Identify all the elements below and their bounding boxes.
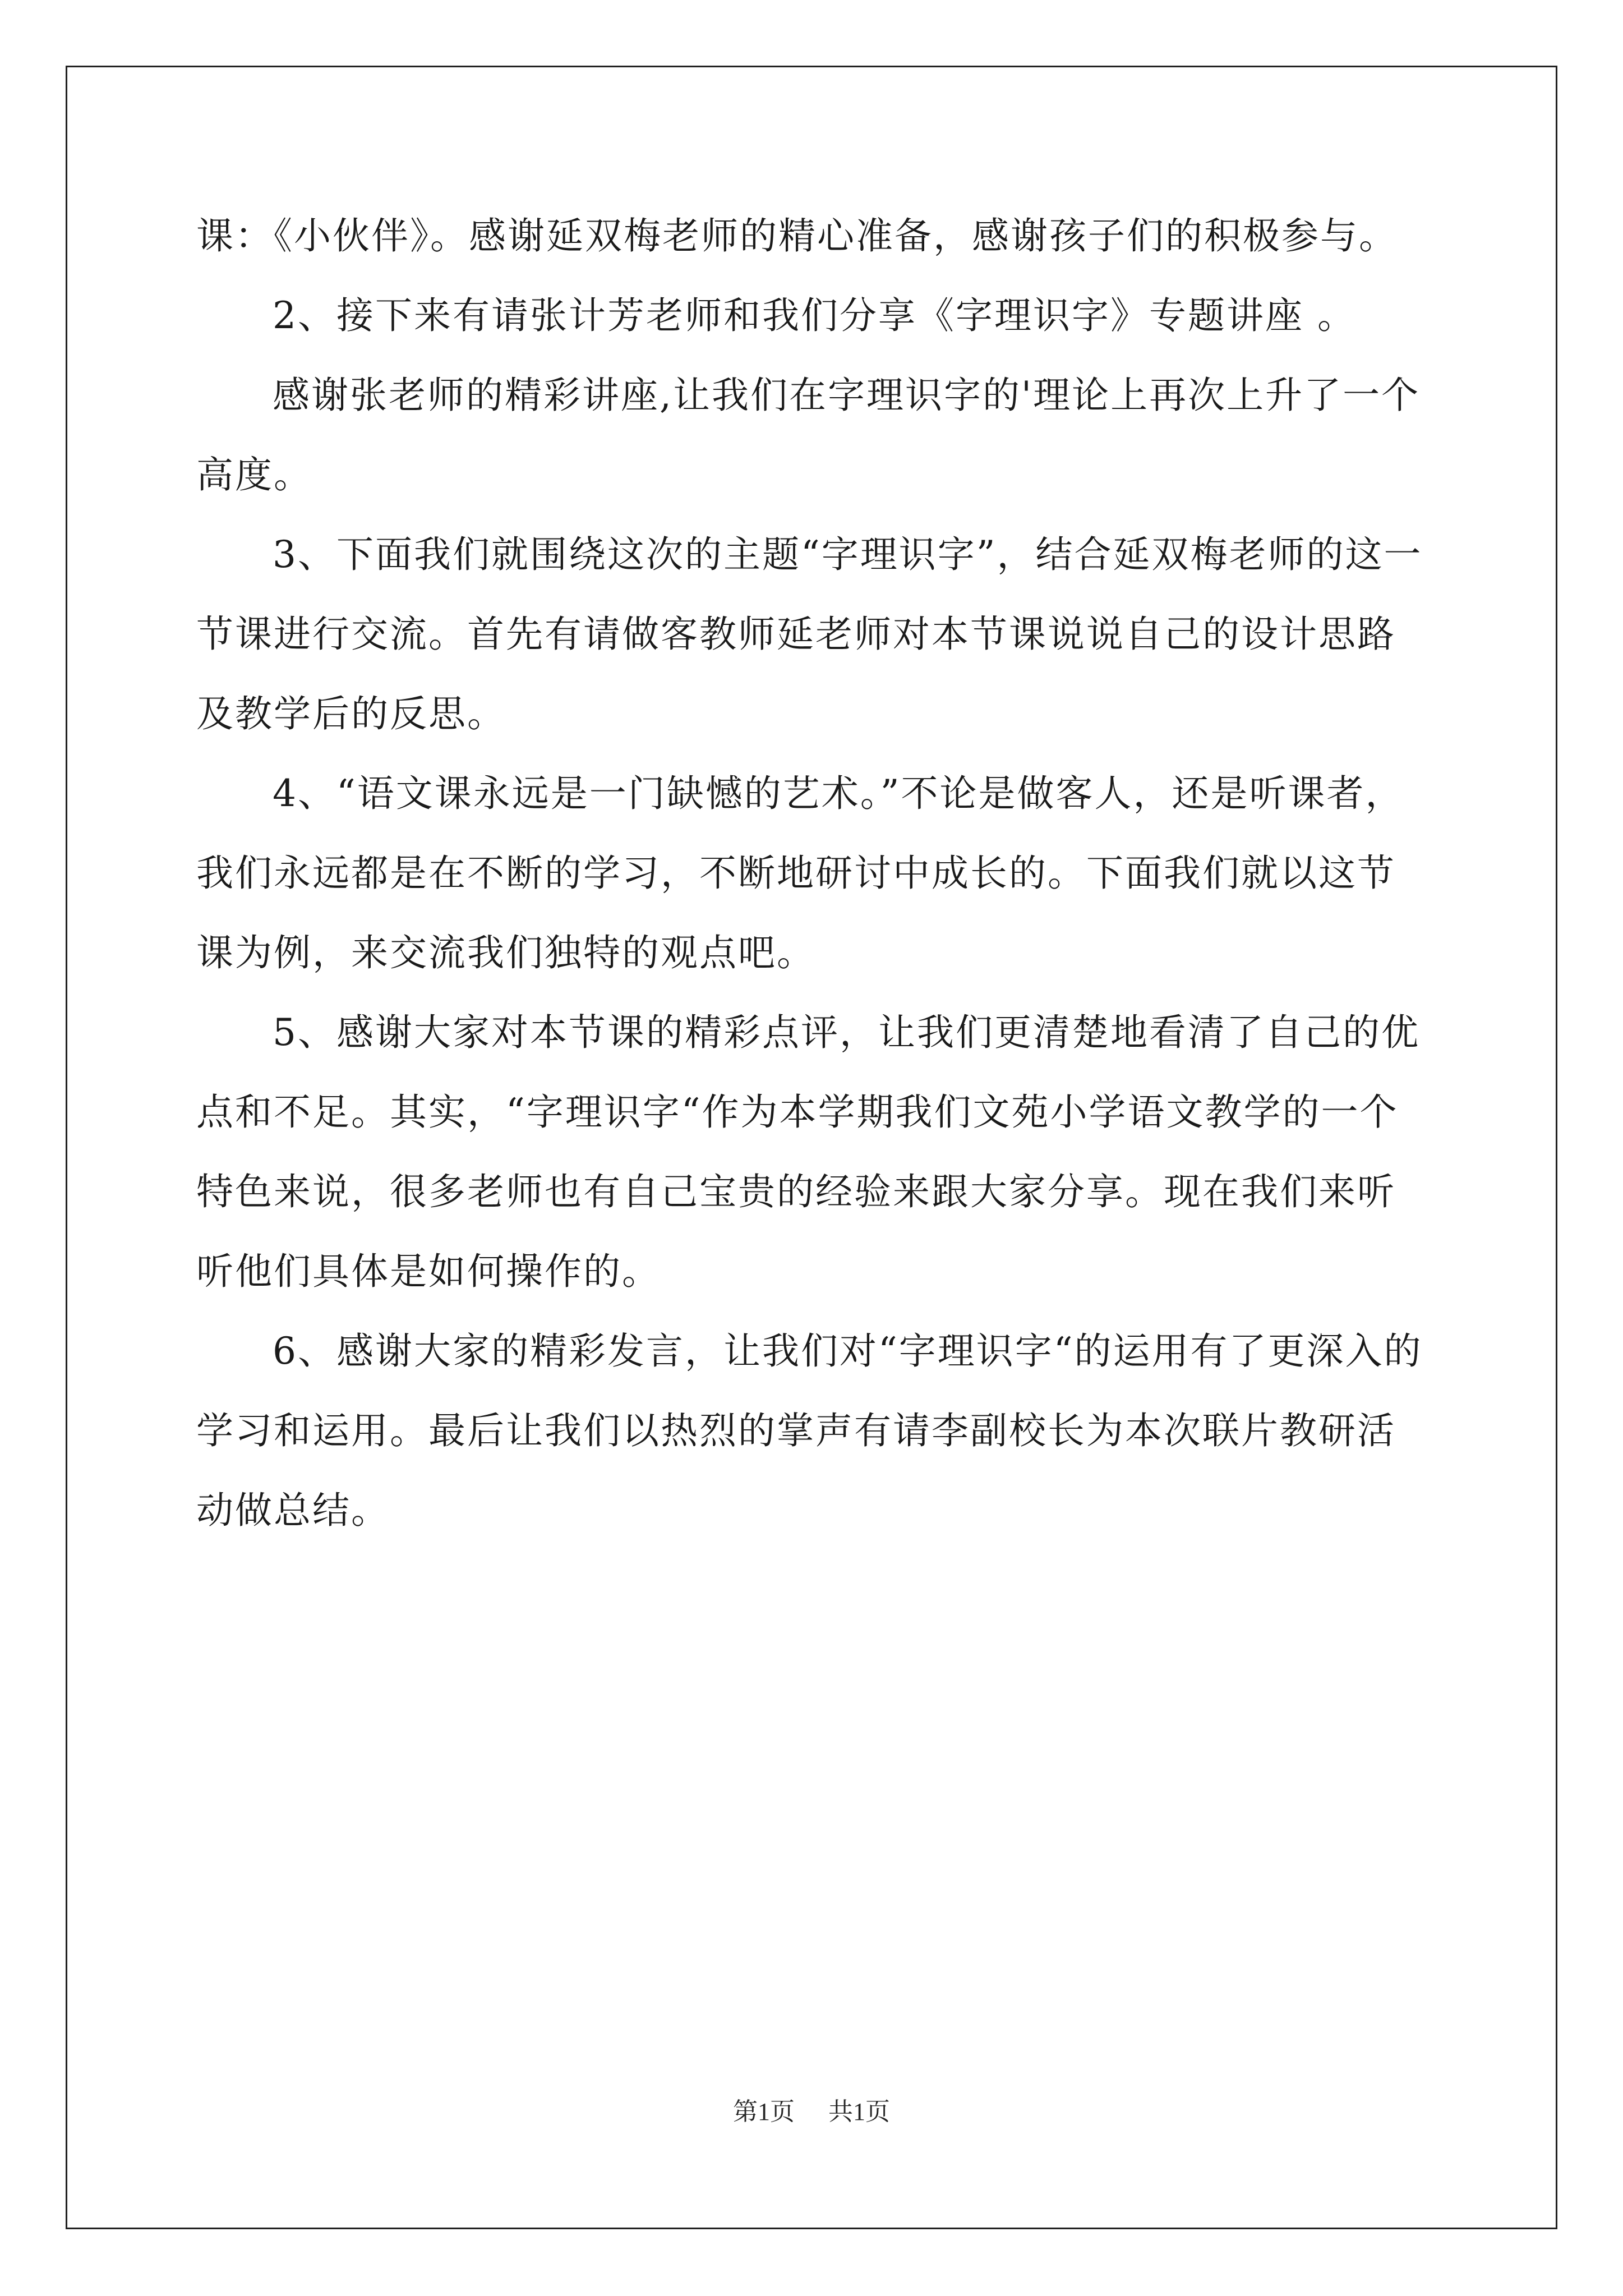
page-total: 共1页 — [828, 2098, 890, 2125]
paragraph-7: 6、感谢大家的精彩发言，让我们对“字理识字“的运用有了更深入的学习和运用。最后让我们以热烈的掌声有请李副校长为本次联片教研活动做总结。 — [196, 1329, 1423, 1532]
paragraph-4: 3、下面我们就围绕这次的主题“字理识字”，结合延双梅老师的这一节课进行交流。首先有请做客教师延老师对本节课说说自己的设计思路及教学后的反思。 — [196, 533, 1423, 735]
paragraph-3: 感谢张老师的精彩讲座,让我们在字理识字的'理论上再次上升了一个高度。 — [196, 374, 1421, 496]
paragraph-1: 课：《小伙伴》。感谢延双梅老师的精心准备，感谢孩子们的积极参与。 — [196, 214, 1398, 257]
document-body — [196, 196, 1430, 1550]
paragraph-5: 4、“语文课永远是一门缺憾的艺术。”不论是做客人，还是听课者，我们永远都是在不断的学习，不断地研讨中成长的。下面我们就以这节课为例，来交流我们独特的观点吧。 — [196, 772, 1404, 974]
page-footer — [0, 2095, 1623, 2129]
paragraph-6: 5、感谢大家对本节课的精彩点评，让我们更清楚地看清了自己的优点和不足。其实，“字理识字“作为本学期我们文苑小学语文教学的一个特色来说，很多老师也有自己宝贵的经验来跟大家分享。现在我们来听听他们具体是如何操作的。 — [196, 1011, 1420, 1293]
paragraph-2: 2、接下来有请张计芳老师和我们分享《字理识字》专题讲座 。 — [273, 294, 1356, 337]
page-number: 第1页 — [733, 2098, 795, 2125]
